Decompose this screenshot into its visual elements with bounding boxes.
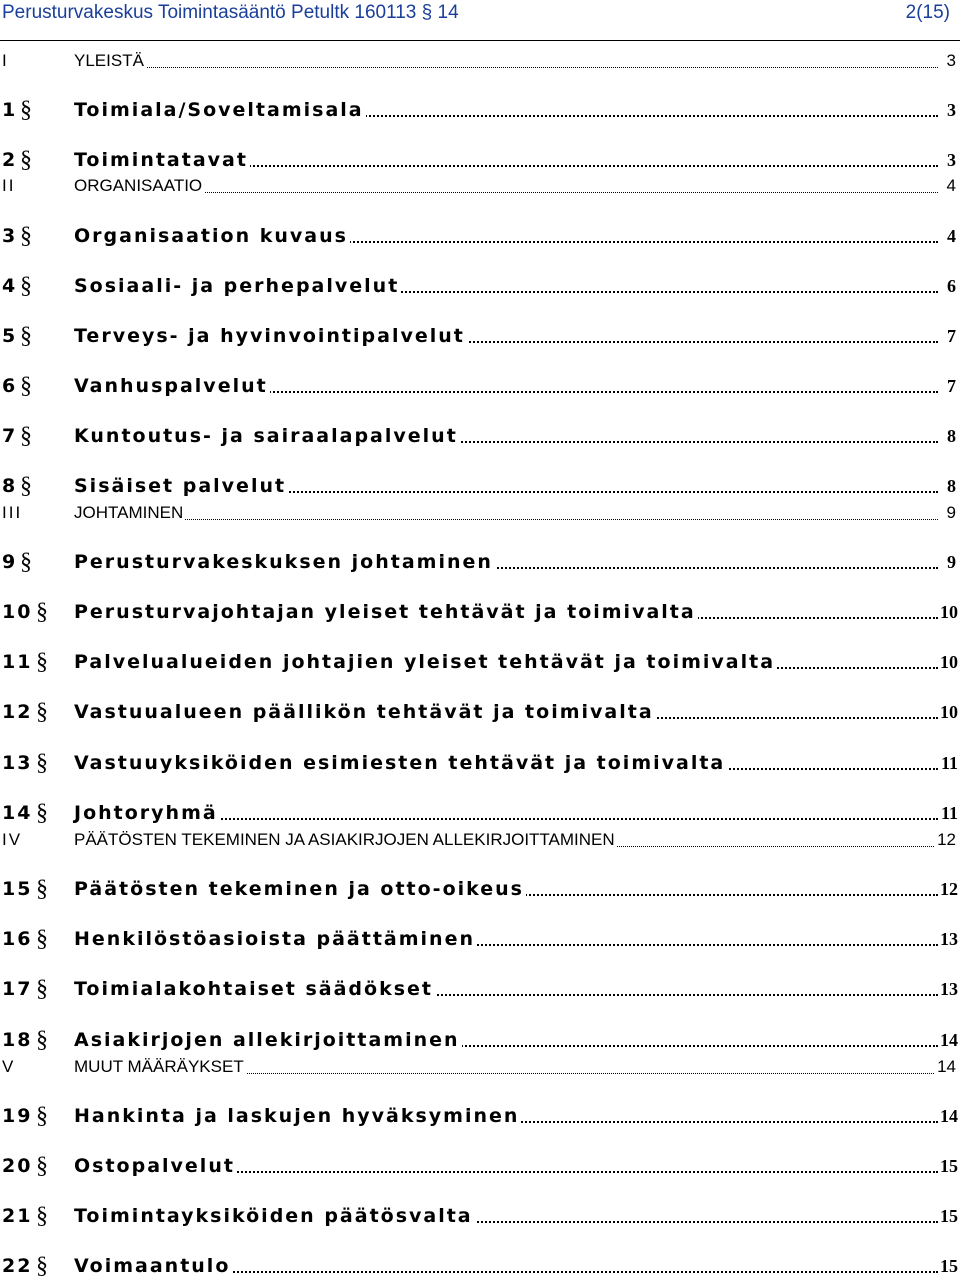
section-symbol: § (36, 750, 48, 776)
toc-entry-number: 8 (2, 475, 18, 497)
toc-entry-page: 11 (940, 753, 958, 773)
toc-entry-page: 14 (940, 1030, 958, 1050)
toc-entry-title: MUUT MÄÄRÄYKSET (74, 1057, 244, 1076)
section-symbol: § (36, 599, 48, 625)
toc-entry-number: 22 (2, 1255, 33, 1277)
toc-section-entry[interactable] (0, 925, 960, 953)
toc-entry-page: 10 (940, 602, 958, 622)
section-symbol: § (20, 423, 32, 449)
toc-section-entry[interactable] (0, 1252, 960, 1280)
toc-entry-number: 13 (2, 752, 33, 774)
toc-section-entry[interactable] (0, 698, 960, 726)
toc-section-entry[interactable] (0, 372, 960, 400)
section-symbol: § (20, 373, 32, 399)
toc-entry-number: II (2, 176, 16, 195)
dot-leader (74, 67, 938, 68)
toc-entry-title: Perusturvakeskuksen johtaminen (74, 551, 493, 573)
toc-entry-number: 3 (2, 225, 18, 247)
toc-section-entry[interactable] (0, 422, 960, 450)
toc-section-entry[interactable] (0, 272, 960, 300)
toc-section-entry[interactable] (0, 146, 960, 174)
toc-entry-title: Toimintayksiköiden päätösvalta (74, 1205, 473, 1227)
toc-entry-number: 1 (2, 99, 18, 121)
toc-entry-number: 2 (2, 149, 18, 171)
toc-entry-title: YLEISTÄ (74, 51, 144, 70)
toc-entry-number: 10 (2, 601, 33, 623)
toc-entry-page: 6 (947, 276, 956, 296)
dot-leader (74, 519, 938, 520)
toc-entry-title: Organisaation kuvaus (74, 225, 348, 247)
section-symbol: § (36, 1027, 48, 1053)
section-symbol: § (36, 649, 48, 675)
toc-entry-title: Päätösten tekeminen ja otto-oikeus (74, 878, 524, 900)
toc-section-entry[interactable] (0, 548, 960, 576)
section-symbol: § (36, 800, 48, 826)
toc-entry-number: 7 (2, 425, 18, 447)
toc-entry-page: 9 (947, 552, 956, 572)
toc-section-entry[interactable] (0, 1102, 960, 1130)
toc-entry-number: 15 (2, 878, 33, 900)
toc-entry-page: 13 (940, 979, 958, 999)
document-title: Perusturvakeskus Toimintasääntö Petultk 160113 § 14 (2, 2, 459, 23)
toc-section-entry[interactable] (0, 322, 960, 350)
toc-section-entry[interactable] (0, 1152, 960, 1180)
toc-entry-title: Terveys- ja hyvinvointipalvelut (74, 325, 465, 347)
toc-section-entry[interactable] (0, 1202, 960, 1230)
toc-entry-title: Asiakirjojen allekirjoittaminen (74, 1029, 460, 1051)
toc-entry-page: 12 (937, 830, 956, 849)
toc-chapter-entry[interactable] (0, 825, 960, 853)
toc-chapter-entry[interactable] (0, 498, 960, 526)
section-symbol: § (36, 1203, 48, 1229)
toc-entry-number: V (2, 1057, 16, 1076)
toc-entry-title: Ostopalvelut (74, 1155, 235, 1177)
toc-entry-title: Vastuualueen päällikön tehtävät ja toimivalta (74, 701, 654, 723)
toc-entry-title: Johtoryhmä (74, 802, 218, 824)
toc-entry-title: Voimaantulo (74, 1255, 231, 1277)
toc-entry-number: I (2, 51, 9, 70)
toc-section-entry[interactable] (0, 975, 960, 1003)
section-symbol: § (36, 876, 48, 902)
toc-entry-page: 4 (947, 226, 956, 246)
toc-entry-title: Perusturvajohtajan yleiset tehtävät ja toimivalta (74, 601, 696, 623)
toc-entry-page: 13 (940, 929, 958, 949)
toc-entry-page: 10 (940, 702, 958, 722)
toc-entry-number: 11 (2, 651, 33, 673)
toc-entry-number: 21 (2, 1205, 33, 1227)
section-symbol: § (36, 926, 48, 952)
toc-section-entry[interactable] (0, 799, 960, 827)
toc-entry-title: Sosiaali- ja perhepalvelut (74, 275, 400, 297)
section-symbol: § (36, 976, 48, 1002)
page-number: 2(15) (905, 2, 950, 23)
toc-section-entry[interactable] (0, 648, 960, 676)
toc-chapter-entry[interactable] (0, 46, 960, 74)
toc-entry-page: 3 (947, 150, 956, 170)
toc-entry-page: 9 (946, 503, 956, 522)
section-symbol: § (20, 223, 32, 249)
toc-entry-number: 5 (2, 325, 18, 347)
toc-section-entry[interactable] (0, 96, 960, 124)
toc-entry-title: Toimintatavat (74, 149, 248, 171)
toc-entry-page: 3 (947, 100, 956, 120)
toc-entry-title: Hankinta ja laskujen hyväksyminen (74, 1105, 520, 1127)
toc-section-entry[interactable] (0, 749, 960, 777)
toc-entry-page: 10 (940, 652, 958, 672)
toc-section-entry[interactable] (0, 875, 960, 903)
section-symbol: § (20, 323, 32, 349)
toc-entry-title: PÄÄTÖSTEN TEKEMINEN JA ASIAKIRJOJEN ALLEKIRJOITTAMINEN (74, 830, 615, 849)
toc-entry-page: 15 (940, 1256, 958, 1276)
toc-section-entry[interactable] (0, 222, 960, 250)
toc-entry-page: 8 (947, 426, 956, 446)
section-symbol: § (36, 1153, 48, 1179)
toc-entry-number: 19 (2, 1105, 33, 1127)
section-symbol: § (20, 147, 32, 173)
toc-entry-number: 17 (2, 978, 33, 1000)
toc-entry-number: 12 (2, 701, 33, 723)
section-symbol: § (20, 273, 32, 299)
toc-entry-number: 18 (2, 1029, 33, 1051)
toc-entry-title: Palvelualueiden johtajien yleiset tehtävät ja toimivalta (74, 651, 776, 673)
section-symbol: § (20, 97, 32, 123)
toc-entry-number: 4 (2, 275, 18, 297)
toc-entry-page: 15 (940, 1156, 958, 1176)
toc-entry-page: 11 (940, 803, 958, 823)
toc-entry-page: 15 (940, 1206, 958, 1226)
toc-section-entry[interactable] (0, 598, 960, 626)
toc-entry-page: 7 (947, 376, 956, 396)
toc-entry-title: ORGANISAATIO (74, 176, 203, 195)
toc-entry-title: Sisäiset palvelut (74, 475, 287, 497)
toc-entry-page: 3 (946, 51, 956, 70)
toc-entry-page: 8 (947, 476, 956, 496)
section-symbol: § (36, 699, 48, 725)
section-symbol: § (36, 1103, 48, 1129)
toc-entry-page: 14 (940, 1106, 958, 1126)
toc-entry-title: Toimialakohtaiset säädökset (74, 978, 434, 1000)
toc-entry-number: 20 (2, 1155, 33, 1177)
toc-entry-title: Henkilöstöasioista päättäminen (74, 928, 475, 950)
toc-entry-title: Vastuuyksiköiden esimiesten tehtävät ja toimivalta (74, 752, 726, 774)
toc-entry-page: 12 (940, 879, 958, 899)
page-header (0, 0, 960, 41)
toc-entry-number: III (2, 503, 23, 522)
toc-entry-number: IV (2, 830, 23, 849)
toc-entry-page: 4 (946, 176, 956, 195)
toc-section-entry[interactable] (0, 1026, 960, 1054)
toc-entry-number: 16 (2, 928, 33, 950)
toc-entry-title: Kuntoutus- ja sairaalapalvelut (74, 425, 458, 447)
toc-entry-title: Vanhuspalvelut (74, 375, 268, 397)
section-symbol: § (36, 1253, 48, 1279)
toc-chapter-entry[interactable] (0, 1052, 960, 1080)
toc-section-entry[interactable] (0, 472, 960, 500)
section-symbol: § (20, 473, 32, 499)
toc-entry-page: 14 (937, 1057, 956, 1076)
toc-entry-page: 7 (947, 326, 956, 346)
section-symbol: § (20, 549, 32, 575)
toc-entry-title: Toimiala/Soveltamisala (74, 99, 364, 121)
toc-entry-number: 9 (2, 551, 18, 573)
toc-entry-number: 14 (2, 802, 33, 824)
toc-entry-title: JOHTAMINEN (74, 503, 184, 522)
toc-entry-number: 6 (2, 375, 18, 397)
toc-chapter-entry[interactable] (0, 171, 960, 199)
